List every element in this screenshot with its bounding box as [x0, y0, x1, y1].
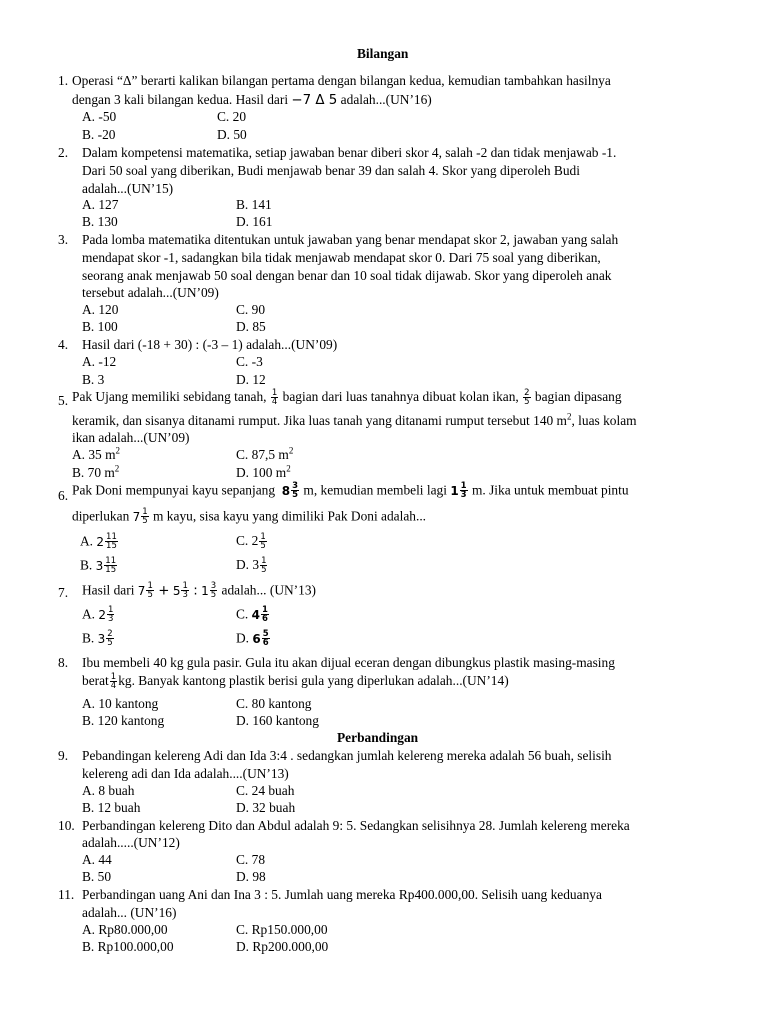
option-a: A. 8 buah — [82, 783, 135, 798]
option-b — [72, 465, 119, 481]
text: m. Jika untuk membuat pintu — [471, 482, 629, 498]
denominator: 3 — [182, 590, 188, 600]
text: Hasil dari — [82, 582, 135, 598]
fraction — [105, 533, 118, 550]
numerator: 1 — [147, 581, 153, 591]
fraction — [106, 630, 113, 647]
numerator: 1 — [262, 605, 268, 615]
option-d: D. 32 buah — [236, 800, 296, 815]
question-number: 2. — [58, 145, 69, 160]
denominator: 5 — [210, 590, 217, 600]
option-c: C. 20 — [217, 109, 247, 124]
whole: 7 — [132, 509, 141, 524]
mixed-number — [252, 629, 270, 648]
numerator: 11 — [105, 556, 117, 566]
whole: 2 — [96, 534, 105, 549]
superscript: 2 — [288, 445, 294, 456]
whole: 3 — [95, 558, 104, 573]
option-d: D. 160 kantong — [236, 713, 319, 728]
denominator: 5 — [524, 397, 530, 408]
option-c — [236, 447, 293, 463]
mixed-number — [251, 605, 270, 624]
option-c: C. 78 — [236, 852, 266, 867]
text: A. 35 m — [72, 447, 116, 462]
question-number: 3. — [58, 232, 69, 247]
option-a — [82, 606, 115, 623]
question-text — [82, 673, 509, 690]
fraction — [104, 557, 117, 574]
text: , luas kolam — [571, 413, 637, 428]
fraction — [181, 582, 188, 599]
whole: 5 — [172, 583, 181, 598]
question-text: Dalam kompetensi matematika, setiap jawaban benar diberi skor 4, salah -2 dan tidak menjawab -1. — [82, 145, 617, 160]
whole: 2 — [98, 607, 107, 622]
expression: −7 Δ 5 — [291, 93, 338, 108]
text: keramik, dan sisanya ditanami rumput. Jika luas tanah yang ditanami rumput tersebut 140 m — [72, 413, 567, 428]
superscript: 2 — [286, 463, 291, 474]
option-a: A. 127 — [82, 197, 119, 212]
mixed-number — [281, 481, 300, 500]
question-text: Perbandingan kelereng Dito dan Abdul adalah 9: 5. Sedangkan selisihnya 28. Jumlah kelereng mereka — [82, 818, 630, 833]
question-number: 5. — [58, 393, 69, 408]
question-text: Hasil dari (-18 + 30) : (-3 – 1) adalah...(UN’09) — [82, 337, 338, 352]
question-text — [72, 389, 622, 406]
option-a — [80, 533, 119, 550]
text: C. 87,5 m — [236, 447, 289, 462]
question-number: 10. — [58, 818, 75, 833]
option-c: C. 24 buah — [236, 783, 295, 798]
numerator: 1 — [110, 672, 117, 683]
option-d: D. 12 — [236, 372, 266, 387]
numerator: 3 — [210, 581, 217, 591]
text: B. 70 m — [72, 465, 115, 480]
mixed-number — [97, 629, 115, 648]
denominator: 5 — [147, 590, 153, 600]
option-b: B. 3 — [82, 372, 105, 387]
denominator: 4 — [110, 681, 117, 692]
option-d: D. Rp200.000,00 — [236, 939, 329, 954]
question-text: seorang anak menjawab 50 soal dengan benar dan 10 soal tidak dijawab. Skor yang diperoleh anak — [82, 268, 612, 283]
question-text: mendapat skor -1, sadangkan bila tidak menjawab mendapat skor 0. Dari 75 soal yang diberikan, — [82, 250, 601, 265]
question-text — [72, 508, 426, 525]
denominator: 3 — [108, 614, 114, 624]
label: B. — [82, 630, 95, 646]
question-text: kelereng adi dan Ida adalah....(UN’13) — [82, 766, 289, 781]
question-text: Dari 50 soal yang diberikan, Budi menjawab benar 39 dan salah 4. Skor yang diperoleh Budi — [82, 163, 580, 178]
whole: 7 — [137, 583, 146, 598]
option-d: D. 85 — [236, 319, 266, 334]
option-d: D. 161 — [236, 214, 273, 229]
option-b — [80, 557, 118, 574]
label: A. — [80, 533, 94, 549]
option-b: B. 120 kantong — [82, 713, 165, 728]
option-b: B. 100 — [82, 319, 118, 334]
text: bagian dari luas tanahnya dibuat kolan ikan, — [282, 389, 519, 404]
superscript: 2 — [114, 463, 120, 474]
question-text: ikan adalah...(UN’09) — [72, 430, 190, 445]
denominator: 5 — [142, 516, 148, 526]
option-d — [236, 630, 271, 647]
mixed-number — [96, 532, 118, 551]
text: berat — [82, 673, 109, 688]
fraction — [523, 389, 530, 406]
option-a — [72, 447, 120, 463]
fraction — [260, 557, 267, 574]
option-b: B. 130 — [82, 214, 118, 229]
numerator: 3 — [292, 481, 299, 491]
mixed-number — [95, 556, 118, 575]
mixed-number — [132, 507, 150, 526]
fraction — [210, 582, 217, 599]
mixed-number — [201, 581, 218, 600]
question-text: Operasi “Δ” berarti kalikan bilangan pertama dengan bilangan kedua, kemudian tambahkan hasilnya — [72, 73, 611, 88]
whole: 1 — [201, 583, 209, 598]
label: D. 3 — [236, 557, 260, 572]
denominator: 5 — [261, 565, 267, 576]
question-text — [82, 582, 316, 599]
fraction — [460, 482, 468, 499]
numerator: 5 — [262, 629, 269, 639]
question-number: 4. — [58, 337, 69, 352]
option-c: C. 90 — [236, 302, 266, 317]
option-b: B. Rp100.000,00 — [82, 939, 174, 954]
option-b: B. 50 — [82, 869, 112, 884]
numerator: 1 — [271, 388, 278, 399]
label: D. — [236, 630, 250, 646]
numerator: 1 — [460, 481, 467, 491]
question-text: adalah... (UN’16) — [82, 905, 177, 920]
question-number: 7. — [58, 585, 69, 600]
option-d: D. 50 — [217, 127, 247, 142]
text: dengan 3 kali bilangan kedua. Hasil dari — [72, 92, 292, 107]
question-number: 8. — [58, 655, 69, 670]
option-c — [236, 606, 270, 623]
option-a: A. -50 — [82, 109, 117, 124]
text: m, kemudian membeli lagi — [303, 482, 447, 498]
text: Pak Doni mempunyai kayu sepanjang — [72, 482, 276, 498]
question-text: Ibu membeli 40 kg gula pasir. Gula itu akan dijual eceran dengan dibungkus plastik masing-masing — [82, 655, 615, 670]
section-title-perbandingan: Perbandingan — [337, 730, 419, 745]
label: B. — [80, 557, 93, 573]
option-c: B. 141 — [236, 197, 272, 212]
question-text: tersebut adalah...(UN’09) — [82, 285, 219, 300]
numerator: 11 — [106, 532, 117, 542]
fraction — [262, 630, 270, 647]
denominator: 5 — [292, 490, 299, 500]
option-a: A. Rp80.000,00 — [82, 922, 168, 937]
option-b — [82, 630, 115, 647]
mixed-number — [137, 581, 155, 600]
question-number: 6. — [58, 488, 69, 503]
whole: 3 — [97, 631, 106, 646]
whole: 8 — [281, 483, 291, 498]
denominator: 6 — [262, 638, 269, 648]
option-c: C. -3 — [236, 354, 263, 369]
text: m kayu, sisa kayu yang dimiliki Pak Doni adalah... — [153, 508, 427, 524]
option-c: C. Rp150.000,00 — [236, 922, 328, 937]
whole: 6 — [252, 631, 261, 646]
question-text: Pada lomba matematika ditentukan untuk jawaban yang benar mendapat skor 2, jawaban yang salah — [82, 232, 619, 247]
numerator: 2 — [107, 629, 113, 639]
denominator: 15 — [106, 541, 117, 551]
denominator: 6 — [262, 614, 268, 624]
question-text: Perbandingan uang Ani dan Ina 3 : 5. Jumlah uang mereka Rp400.000,00. Selisih uang keduanya — [82, 887, 602, 902]
superscript: 2 — [566, 411, 572, 422]
mixed-number — [172, 581, 190, 600]
fraction — [141, 508, 148, 525]
option-b: B. -20 — [82, 127, 116, 142]
question-number: 1. — [58, 73, 69, 88]
whole: 4 — [251, 607, 260, 622]
whole: 1 — [450, 483, 459, 498]
fraction — [146, 582, 153, 599]
denominator: 4 — [271, 397, 278, 408]
fraction — [271, 389, 278, 406]
option-a: A. 10 kantong — [82, 696, 159, 711]
fraction — [107, 606, 114, 623]
fraction — [261, 606, 269, 623]
question-text — [72, 482, 629, 499]
question-text: adalah.....(UN’12) — [82, 835, 180, 850]
numerator: 2 — [524, 388, 530, 399]
option-d: D. 98 — [236, 869, 266, 884]
denominator: 3 — [460, 490, 467, 500]
label: C. — [236, 606, 249, 622]
denominator: 15 — [105, 565, 117, 575]
numerator: 1 — [182, 581, 188, 591]
label: A. — [82, 606, 96, 622]
question-text — [72, 413, 637, 429]
text: bagian dipasang — [534, 389, 622, 404]
mixed-number — [450, 481, 468, 500]
text: Pak Ujang memiliki sebidang tanah, — [72, 389, 267, 404]
operator: : — [193, 583, 198, 599]
text: adalah... (UN’13) — [221, 582, 316, 598]
question-number: 9. — [58, 748, 69, 763]
mixed-number — [98, 605, 115, 624]
fraction — [291, 482, 299, 499]
option-a: A. -12 — [82, 354, 117, 369]
denominator: 5 — [107, 638, 113, 648]
question-text — [72, 92, 432, 108]
label: C. 2 — [236, 533, 259, 548]
option-a: A. 44 — [82, 852, 112, 867]
numerator: 1 — [142, 507, 148, 517]
section-title-bilangan: Bilangan — [357, 46, 409, 61]
option-d — [236, 465, 291, 481]
fraction — [259, 533, 266, 550]
question-text: adalah...(UN’15) — [82, 181, 174, 196]
operator: + — [158, 583, 170, 599]
numerator: 1 — [108, 605, 114, 615]
fraction — [110, 673, 117, 690]
superscript: 2 — [115, 445, 121, 456]
denominator: 5 — [260, 541, 266, 552]
text: diperlukan — [72, 508, 130, 524]
option-a: A. 120 — [82, 302, 119, 317]
question-number: 11. — [58, 887, 75, 902]
text: D. 100 m — [236, 465, 287, 480]
text: adalah...(UN’16) — [337, 92, 432, 107]
option-d — [236, 557, 268, 574]
text: kg. Banyak kantong plastik berisi gula yang diperlukan adalah...(UN’14) — [118, 673, 509, 688]
numerator: 1 — [261, 556, 267, 567]
option-c — [236, 533, 268, 550]
option-c: C. 80 kantong — [236, 696, 312, 711]
question-text: Pebandingan kelereng Adi dan Ida 3:4 . sedangkan jumlah kelereng mereka adalah 56 buah, selisih — [82, 748, 612, 763]
option-b: B. 12 buah — [82, 800, 141, 815]
numerator: 1 — [260, 532, 266, 543]
